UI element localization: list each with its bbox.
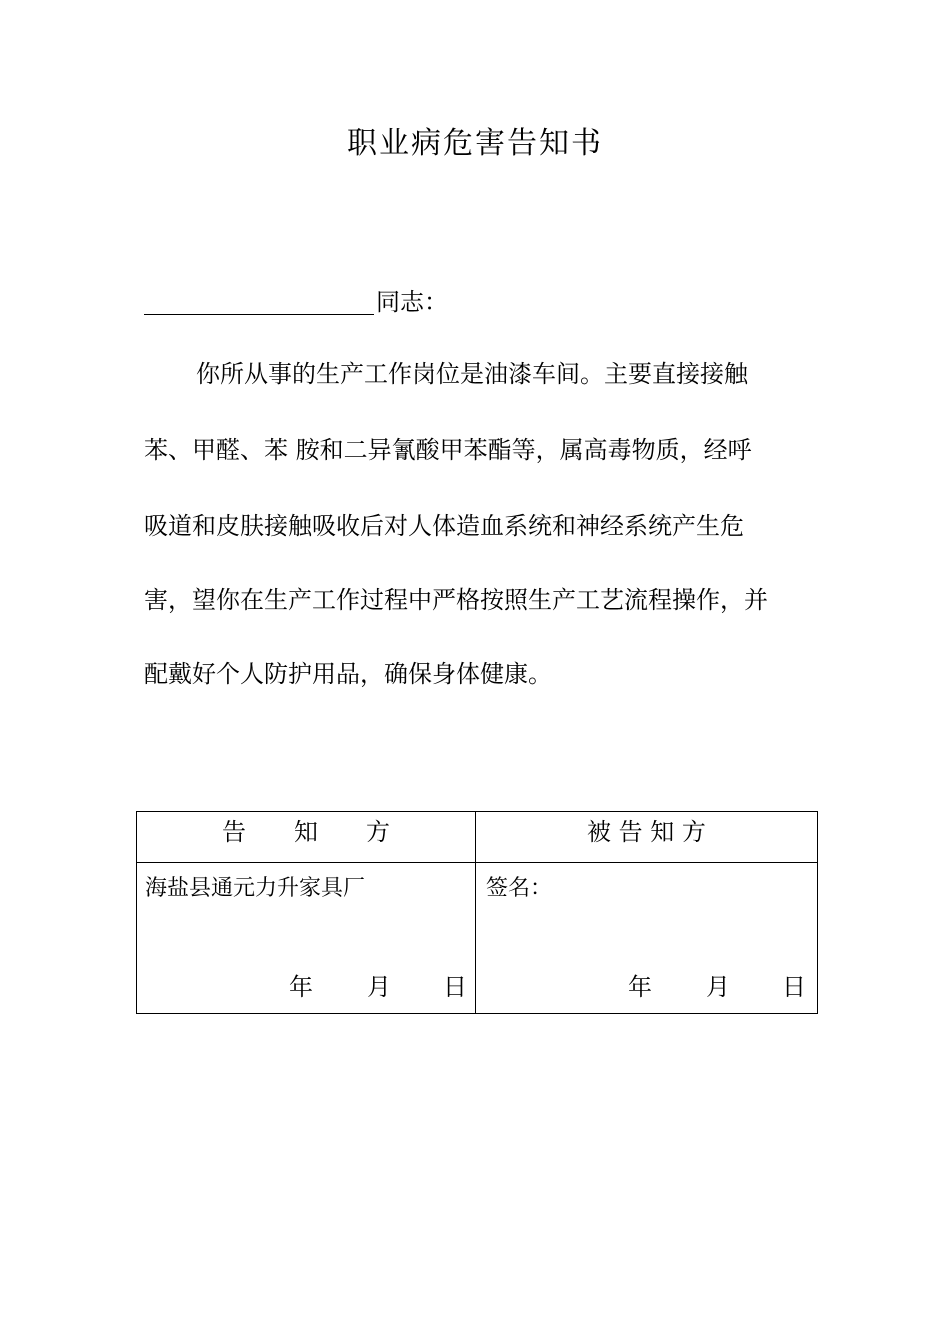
paragraph-line-5: 配戴好个人防护用品，确保身体健康。 (144, 660, 552, 688)
date-day-label: 日 (443, 973, 467, 1001)
notifier-org-name: 海盐县通元力升家具厂 (145, 876, 366, 901)
date-year-label: 年 (289, 973, 313, 1001)
header-notified: 被 告 知 方 (476, 812, 818, 863)
paragraph-line-2: 苯、甲醛、苯 胺和二异氰酸甲苯酯等，属高毒物质，经呼 (144, 436, 752, 464)
addressee-name-blank[interactable] (144, 282, 374, 315)
signature-label: 签名： (486, 876, 553, 901)
paragraph-line-4: 害，望你在生产工作过程中严格按照生产工艺流程操作，并 (144, 586, 768, 614)
date-month-label: 月 (706, 973, 730, 1001)
header-notifier: 告 知 方 (137, 812, 476, 863)
date-day-label: 日 (782, 973, 806, 1001)
date-year-label: 年 (628, 973, 652, 1001)
notified-cell (476, 863, 818, 1014)
addressee-label: 同志： (376, 288, 448, 316)
page-title: 职业病危害告知书 (347, 126, 603, 161)
notifier-cell (137, 863, 476, 1014)
paragraph-line-3: 吸道和皮肤接触吸收后对人体造血系统和神经系统产生危 (144, 512, 744, 540)
paragraph-line-1: 你所从事的生产工作岗位是油漆车间。主要直接接触 (196, 360, 748, 388)
date-month-label: 月 (367, 973, 391, 1001)
notice-table (136, 811, 818, 1014)
